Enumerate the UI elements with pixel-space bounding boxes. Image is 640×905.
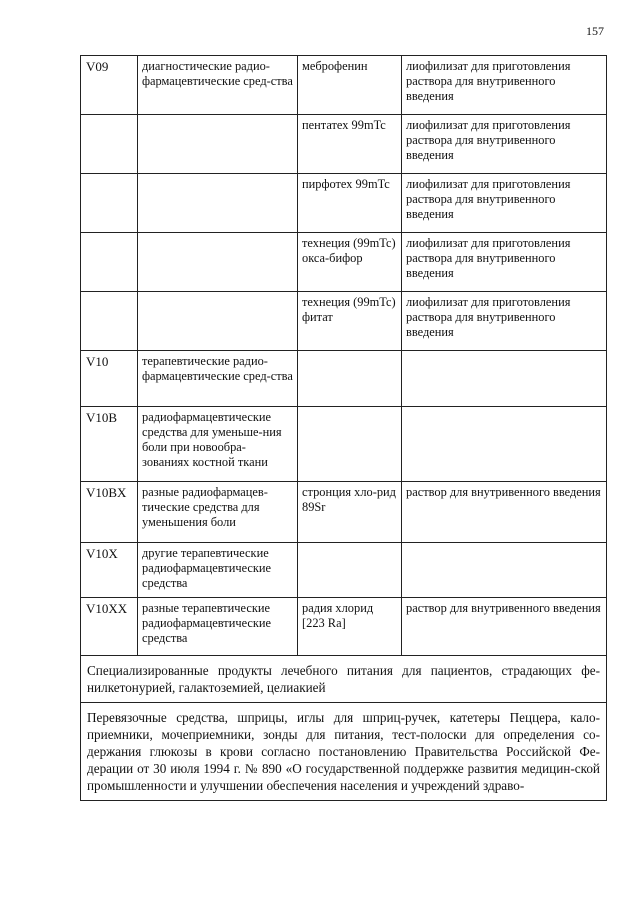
table-row <box>81 543 607 598</box>
dosage-form <box>402 543 607 598</box>
group-name: разные терапевтические радиофармацевтические средства <box>138 598 298 656</box>
group-name: радиофармацевтические средства для уменьше-ния боли при новообра-зованиях костной ткани <box>138 407 298 482</box>
table-row <box>81 703 607 801</box>
drug-table <box>80 55 607 801</box>
table-row <box>81 115 607 174</box>
group-name <box>138 292 298 351</box>
table-row <box>81 351 607 407</box>
drug-name: стронция хло-рид 89Sr <box>298 482 402 543</box>
atc-code <box>81 292 138 351</box>
drug-name: радия хлорид [223 Ra] <box>298 598 402 656</box>
atc-code: V09 <box>81 56 138 115</box>
drug-name <box>298 351 402 407</box>
atc-code <box>81 115 138 174</box>
table-row <box>81 56 607 115</box>
table-row <box>81 407 607 482</box>
special-nutrition-text: Специализированные продукты лечебного питания для пациентов, страдающих фе-нилкетонурией, галактоземией, целиакией <box>81 656 607 703</box>
dosage-form: лиофилизат для приготовления раствора для внутривенного введения <box>402 233 607 292</box>
atc-code: V10BX <box>81 482 138 543</box>
atc-code <box>81 233 138 292</box>
drug-name: технеция (99mTc) фитат <box>298 292 402 351</box>
atc-code: V10B <box>81 407 138 482</box>
table-row <box>81 233 607 292</box>
group-name: диагностические радио-фармацевтические сред-ства <box>138 56 298 115</box>
dosage-form: лиофилизат для приготовления раствора для внутривенного введения <box>402 56 607 115</box>
group-name: другие терапевтические радиофармацевтические средства <box>138 543 298 598</box>
page-number: 157 <box>586 24 604 38</box>
table-row <box>81 598 607 656</box>
drug-name <box>298 407 402 482</box>
dosage-form: раствор для внутривенного введения <box>402 598 607 656</box>
drug-name: технеция (99mTc) окса-бифор <box>298 233 402 292</box>
group-name <box>138 115 298 174</box>
dosage-form <box>402 351 607 407</box>
group-name <box>138 174 298 233</box>
atc-code <box>81 174 138 233</box>
dosage-form: раствор для внутривенного введения <box>402 482 607 543</box>
table-row <box>81 482 607 543</box>
drug-name <box>298 543 402 598</box>
drug-name: меброфенин <box>298 56 402 115</box>
table-row <box>81 292 607 351</box>
dosage-form: лиофилизат для приготовления раствора для внутривенного введения <box>402 292 607 351</box>
drug-name: пентатех 99mTc <box>298 115 402 174</box>
dosage-form: лиофилизат для приготовления раствора для внутривенного введения <box>402 115 607 174</box>
atc-code: V10X <box>81 543 138 598</box>
group-name: разные радиофармацев-тические средства для уменьшения боли <box>138 482 298 543</box>
group-name <box>138 233 298 292</box>
group-name: терапевтические радио-фармацевтические сред-ства <box>138 351 298 407</box>
drug-name: пирфотех 99mTc <box>298 174 402 233</box>
dosage-form: лиофилизат для приготовления раствора для внутривенного введения <box>402 174 607 233</box>
table-row <box>81 656 607 703</box>
atc-code: V10 <box>81 351 138 407</box>
dressings-text: Перевязочные средства, шприцы, иглы для шприц-ручек, катетеры Пеццера, кало-приемники, мочеприемники, зонды для питания, тест-полоски для определения со-держания глюкозы в крови согласно постановлению Правительства Российской Фе-дерации от 30 июля 1994 г. № 890 «О государственной поддержке развития медицин-ской промышленности и улучшении обеспечения населения и учреждений здраво- <box>81 703 607 801</box>
dosage-form <box>402 407 607 482</box>
atc-code: V10XX <box>81 598 138 656</box>
table-row <box>81 174 607 233</box>
